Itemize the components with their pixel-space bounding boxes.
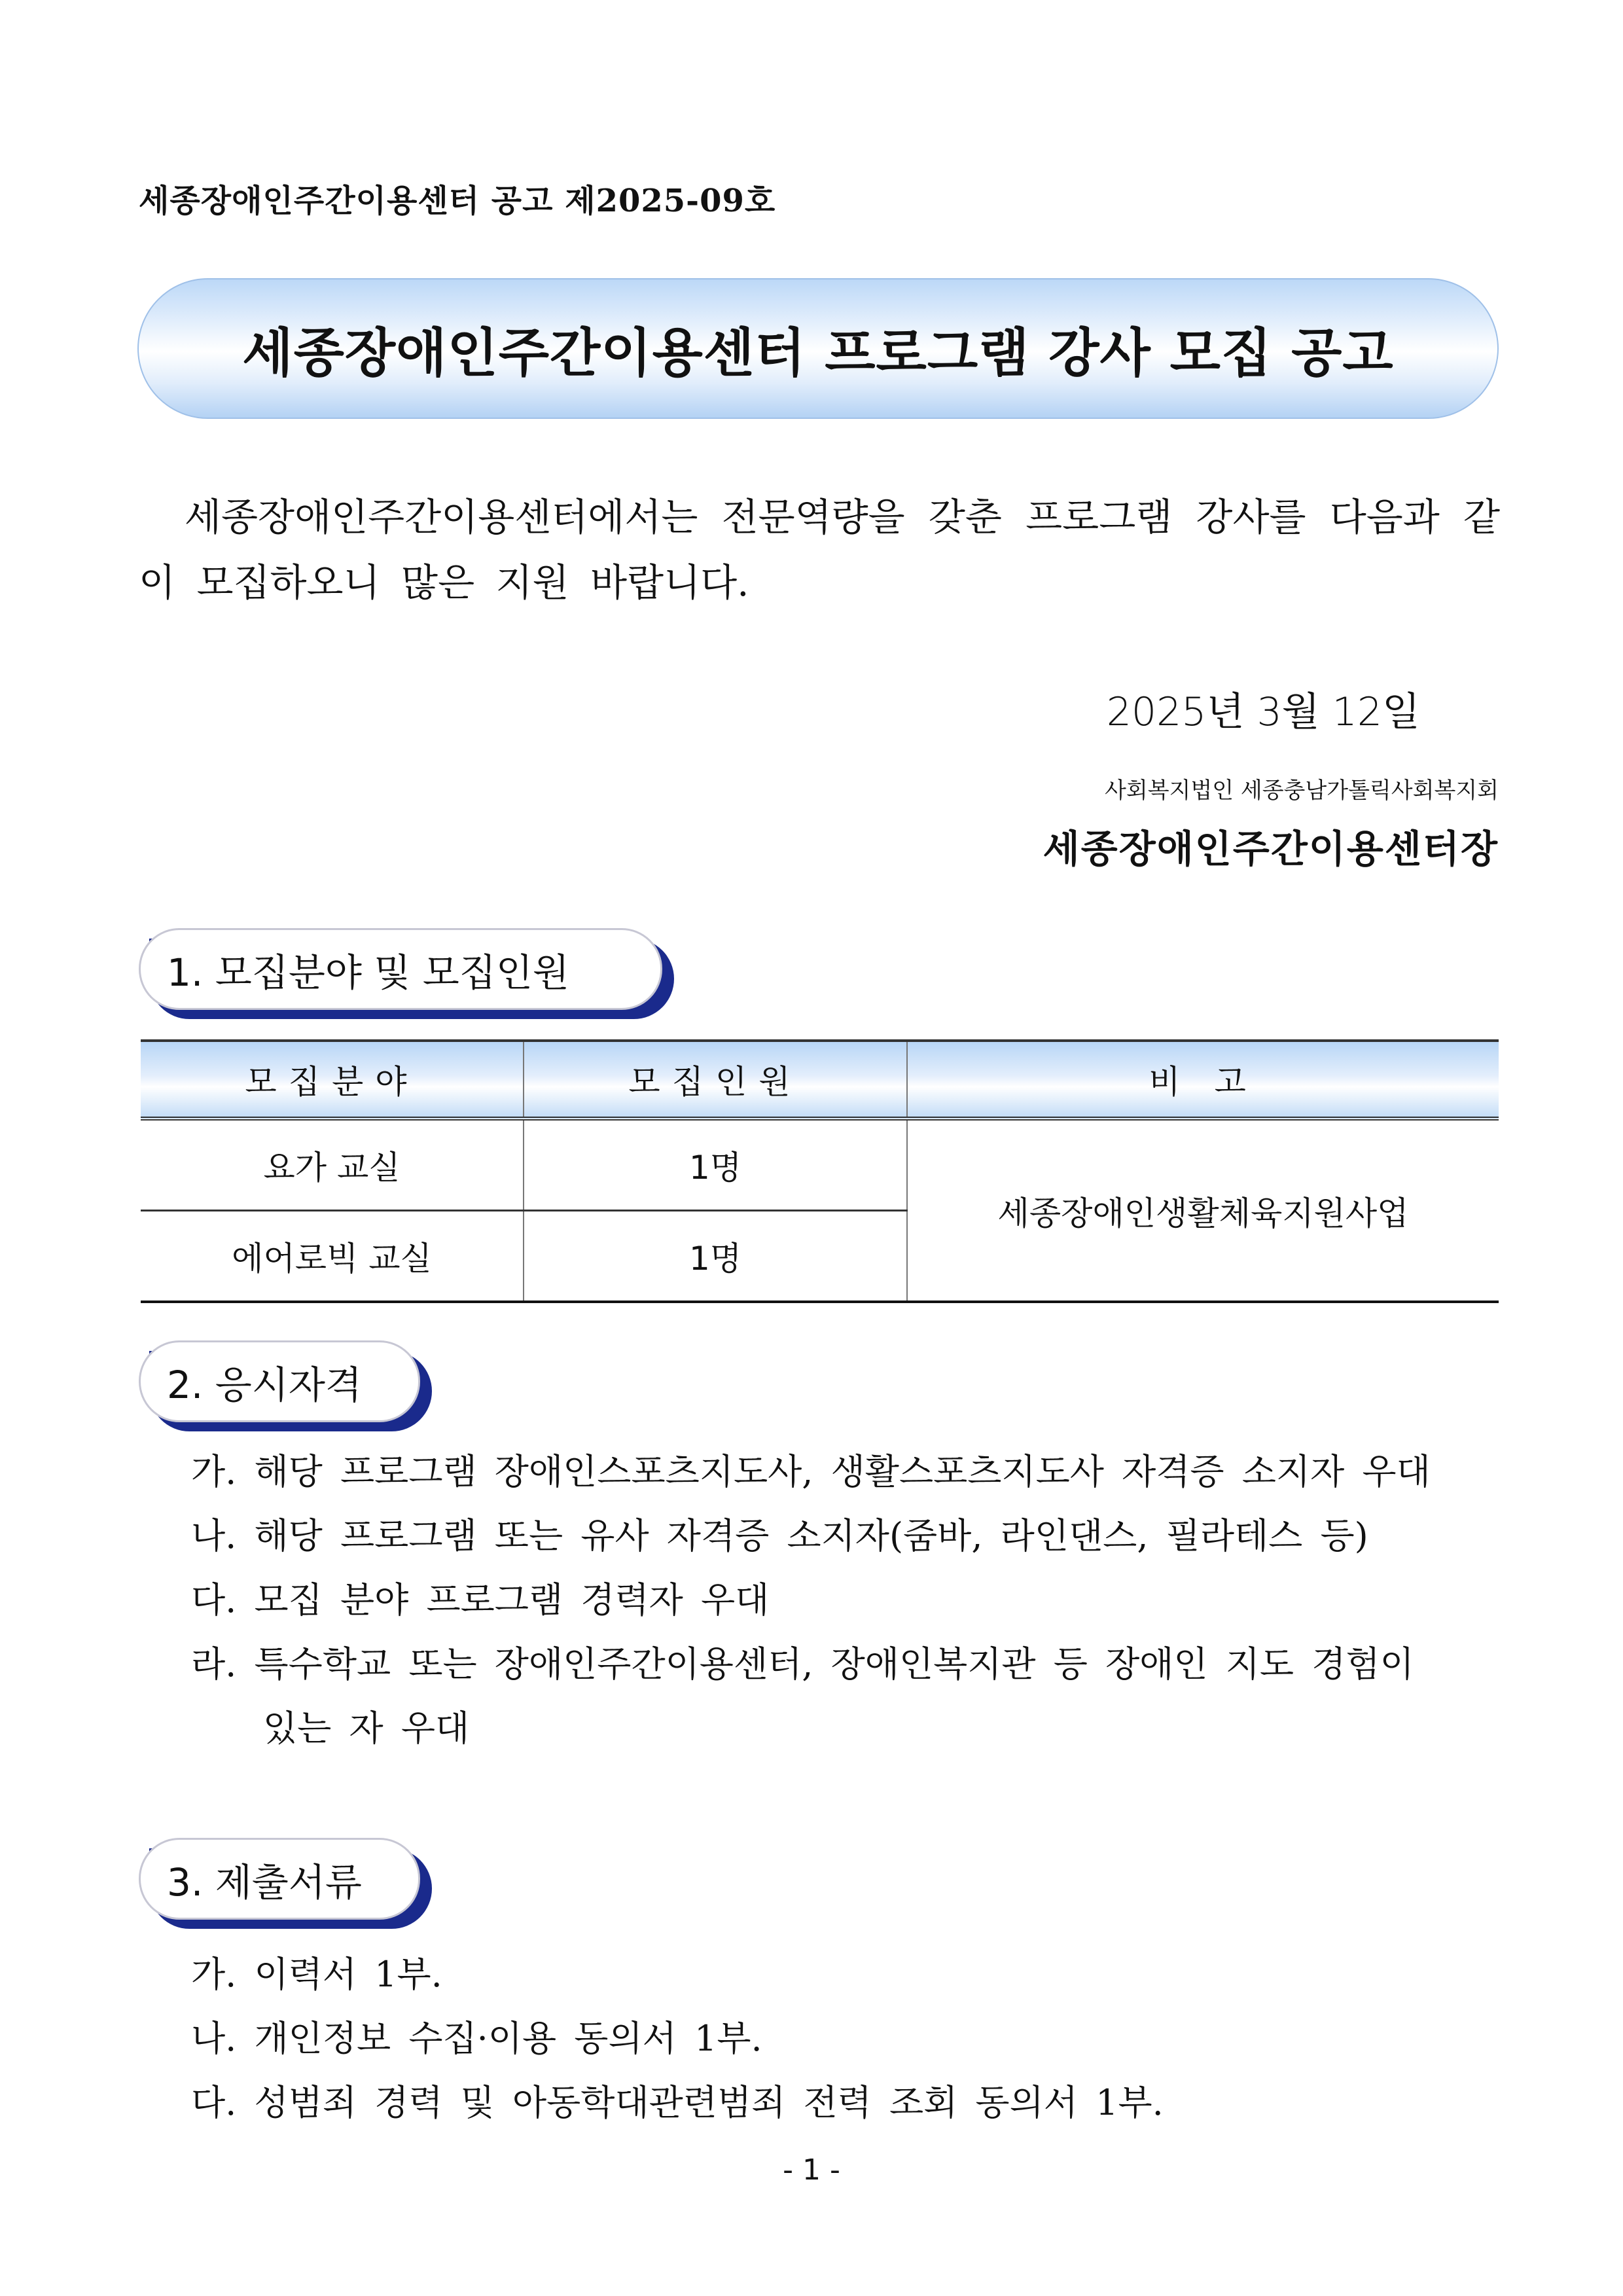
- list-item: 나. 해당 프로그램 또는 유사 자격증 소지자(줌바, 라인댄스, 필라테스 등): [191, 1515, 1368, 1556]
- header-field: 모집분야: [141, 1041, 524, 1119]
- section-heading-recruitment: [139, 928, 662, 1010]
- table-header-row: [141, 1041, 1499, 1119]
- list-item: 나. 개인정보 수집·이용 동의서 1부.: [191, 2018, 762, 2059]
- header-note: 비 고: [907, 1041, 1499, 1119]
- table-row: [141, 1119, 1499, 1211]
- qualifications-list: [191, 1440, 1431, 1761]
- cell-field: 에어로빅 교실: [141, 1211, 524, 1302]
- notice-number: 세종장애인주간이용센터 공고 제2025-09호: [139, 183, 776, 219]
- cell-field: 요가 교실: [141, 1119, 524, 1211]
- list-item: 가. 해당 프로그램 장애인스포츠지도사, 생활스포츠지도사 자격증 소지자 우대: [191, 1451, 1431, 1492]
- section-heading-qualifications: [139, 1340, 420, 1422]
- title-banner: [137, 278, 1499, 419]
- section-heading-documents: [139, 1838, 420, 1920]
- page-title: 세종장애인주간이용센터 프로그램 강사 모집 공고: [242, 323, 1394, 384]
- cell-note: 세종장애인생활체육지원사업: [907, 1119, 1499, 1302]
- page-number: - 1 -: [783, 2153, 840, 2187]
- organization-parent: 사회복지법인 세종충남가톨릭사회복지회: [1105, 778, 1499, 804]
- list-item: 다. 모집 분야 프로그램 경력자 우대: [191, 1579, 770, 1621]
- list-item-continuation: 있는 자 우대: [263, 1708, 470, 1749]
- header-count: 모집인원: [524, 1041, 907, 1119]
- section-heading-label: 2. 응시자격: [139, 1340, 420, 1422]
- organization-head: 세종장애인주간이용센터장: [1043, 827, 1499, 871]
- section-heading-label: 3. 제출서류: [139, 1838, 420, 1920]
- cell-count: 1명: [524, 1211, 907, 1302]
- list-item: 가. 이력서 1부.: [191, 1954, 442, 1995]
- list-item: 다. 성범죄 경력 및 아동학대관련범죄 전력 조회 동의서 1부.: [191, 2082, 1164, 2123]
- cell-count: 1명: [524, 1119, 907, 1211]
- section-heading-label: 1. 모집분야 및 모집인원: [139, 928, 662, 1010]
- recruitment-table: [141, 1039, 1499, 1303]
- intro-paragraph: 세종장애인주간이용센터에서는 전문역량을 갖춘 프로그램 강사를 다음과 같이 모집하오니 많은 지원 바랍니다.: [139, 495, 1500, 605]
- documents-list: [191, 1943, 1164, 2135]
- list-item: 라. 특수학교 또는 장애인주간이용센터, 장애인복지관 등 장애인 지도 경험이: [191, 1643, 1414, 1685]
- notice-date: 2025년 3월 12일: [1106, 689, 1420, 735]
